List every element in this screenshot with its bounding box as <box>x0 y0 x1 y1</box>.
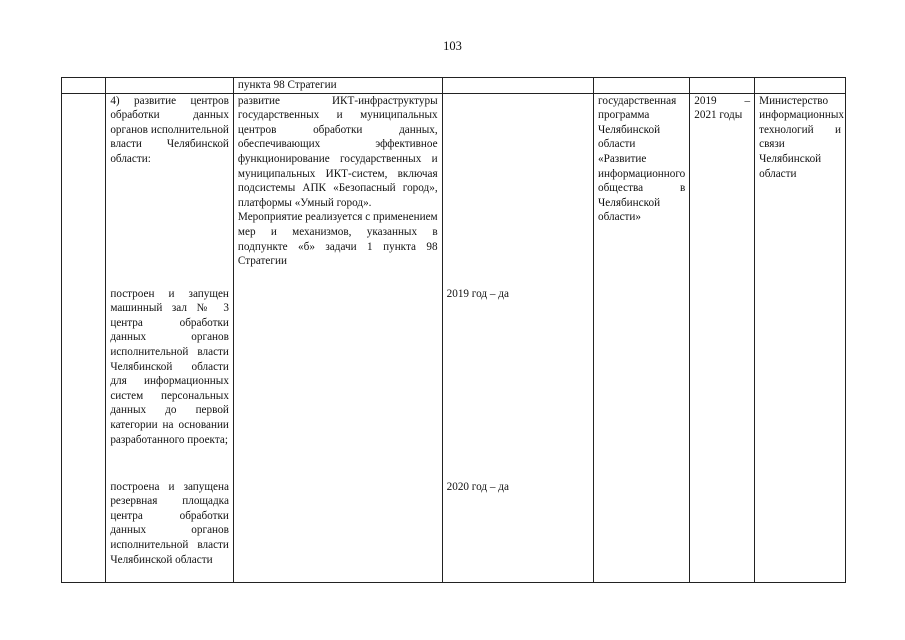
cell-program: государственная программа Челябинской области «Развитие информационного общества в Челябинской области» <box>594 93 690 582</box>
cell-responsible: Министерство информационных технологий и связи Челябинской области <box>755 93 846 582</box>
cell-period <box>690 93 755 582</box>
page-number: 103 <box>443 39 462 53</box>
subtask-1-indicator: 2019 год – да <box>446 287 509 300</box>
cell-measure <box>233 93 442 582</box>
cell-responsible <box>755 78 846 94</box>
period-start: 2019 <box>694 94 717 107</box>
cell-number <box>62 93 106 582</box>
task-text: 4) развитие центров обработки данных органов исполнительной власти Челябинской области: <box>110 94 229 165</box>
subtask-1-text: построен и запущен машинный зал № 3 центра обработки данных органов исполнительной власти Челябинской области для информационных систем персональных данных до первой категории на основании разработанного проекта; <box>110 287 229 446</box>
subtask-2-indicator: 2020 год – да <box>446 480 509 493</box>
cell-indicator <box>442 93 593 582</box>
measure-paragraph-1: развитие ИКТ-инфраструктуры государственных и муниципальных центров обработки данных, обеспечивающих эффективное функционирование государственных и муниципальных ИКТ-систем, включая подсистемы АПК «Безопасный город», платформы «Умный город». <box>237 94 438 209</box>
cell-indicator <box>442 78 593 94</box>
table-row-continuation <box>62 78 846 94</box>
cell-program <box>594 78 690 94</box>
cell-measure: пункта 98 Стратегии <box>233 78 442 94</box>
table-row-item-4 <box>62 93 846 582</box>
measure-paragraph-2: Мероприятие реализуется с применением мер и механизмов, указанных в подпункте «б» задачи 1 пункта 98 Стратегии <box>237 211 438 268</box>
cell-period <box>690 78 755 94</box>
period-dash: – <box>744 94 751 107</box>
document-table <box>61 77 846 583</box>
cell-number <box>62 78 106 94</box>
cell-task <box>106 78 234 94</box>
period-end: 2021 годы <box>694 109 743 122</box>
period-start-line <box>694 94 750 109</box>
cell-task <box>106 93 234 582</box>
subtask-2-text: построена и запущена резервная площадка центра обработки данных органов исполнительной власти Челябинской области <box>110 480 229 566</box>
